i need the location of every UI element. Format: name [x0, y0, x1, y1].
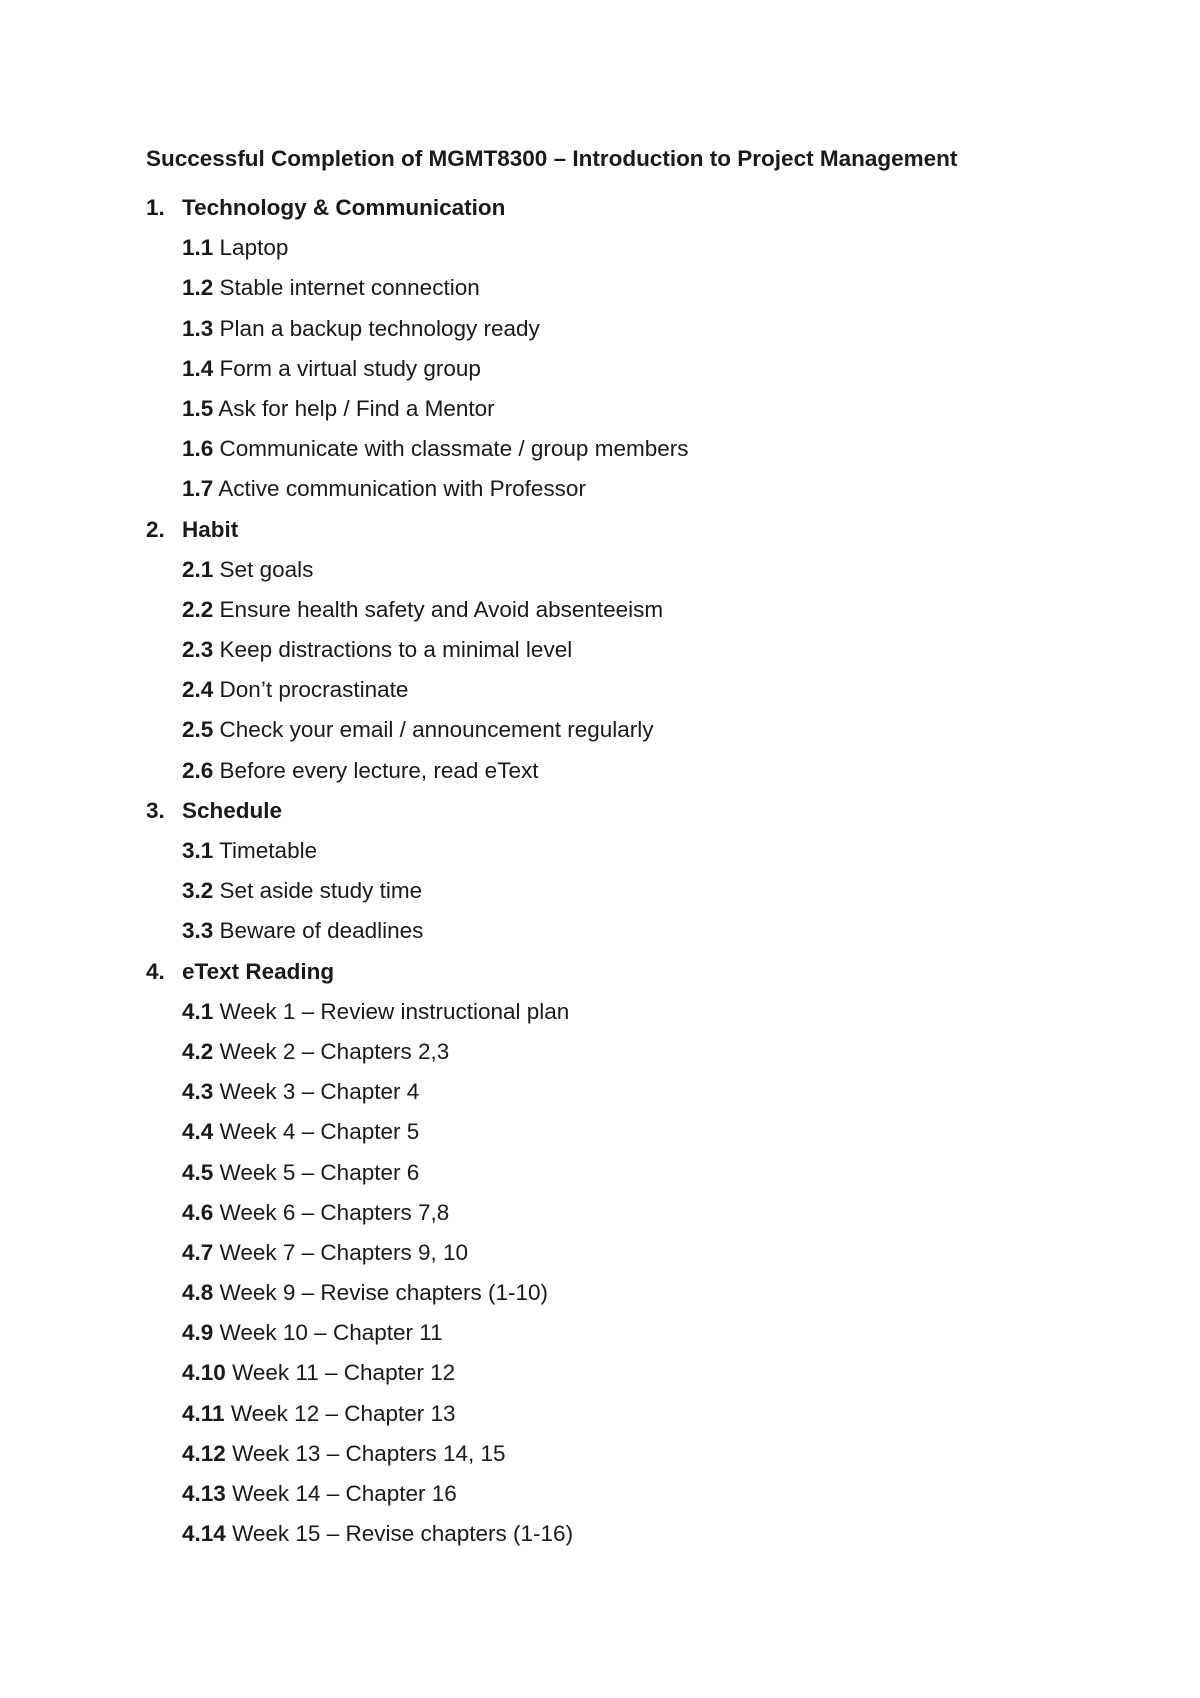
item-number: 2.1 [182, 556, 214, 582]
section-number: 2. [146, 516, 165, 542]
list-item [146, 751, 688, 791]
item-text: Week 15 – Revise chapters (1-16) [232, 1521, 574, 1547]
outline-section [146, 952, 688, 1555]
item-text: Timetable [219, 838, 318, 863]
item-number: 4.12 [182, 1440, 226, 1466]
outline-section [146, 791, 688, 952]
section-heading [146, 791, 688, 831]
item-number: 2.5 [182, 717, 214, 743]
section-number: 4. [146, 958, 165, 984]
item-text: Set aside study time [219, 878, 423, 904]
section-items [146, 831, 688, 952]
item-number: 4.1 [182, 998, 214, 1024]
list-item [146, 469, 688, 509]
item-number: 4.2 [182, 1038, 214, 1064]
item-text: Week 3 – Chapter 4 [219, 1079, 420, 1105]
item-text: Week 4 – Chapter 5 [219, 1119, 420, 1145]
item-text: Week 6 – Chapters 7,8 [219, 1199, 450, 1225]
list-item [146, 1153, 688, 1193]
list-item [146, 992, 688, 1032]
outline-section [146, 188, 688, 510]
section-heading-text: eText Reading [182, 958, 335, 984]
section-number: 3. [146, 797, 165, 823]
item-text: Set goals [219, 556, 314, 582]
item-number: 4.5 [182, 1159, 214, 1185]
list-item [146, 1233, 688, 1273]
list-item [146, 1032, 688, 1072]
list-item [146, 670, 688, 710]
item-number: 1.1 [182, 235, 214, 261]
item-text: Week 10 – Chapter 11 [219, 1320, 443, 1346]
item-text: Beware of deadlines [219, 918, 424, 944]
item-text: Laptop [219, 235, 289, 261]
item-number: 4.13 [182, 1481, 226, 1506]
list-item [146, 630, 688, 670]
item-text: Check your email / announcement regularly [219, 717, 654, 743]
item-number: 4.8 [182, 1280, 214, 1306]
item-number: 1.3 [182, 315, 214, 341]
item-number: 1.2 [182, 275, 214, 301]
section-heading-text: Schedule [182, 797, 283, 823]
item-number: 4.14 [182, 1521, 226, 1547]
item-text: Week 1 – Review instructional plan [219, 998, 570, 1024]
list-item [146, 1193, 688, 1233]
section-items [146, 228, 688, 509]
section-heading [146, 952, 688, 992]
item-text: Ensure health safety and Avoid absenteeism [219, 596, 664, 622]
item-text: Week 7 – Chapters 9, 10 [219, 1239, 469, 1265]
list-item [146, 831, 688, 871]
item-number: 1.5 [182, 395, 214, 421]
item-text: Stable internet connection [219, 275, 480, 301]
list-item [146, 1072, 688, 1112]
outline-section [146, 510, 688, 791]
item-number: 2.4 [182, 677, 214, 703]
item-number: 2.2 [182, 596, 214, 622]
item-text: Active communication with Professor [218, 476, 586, 502]
list-item [146, 389, 688, 429]
item-text: Week 12 – Chapter 13 [230, 1400, 456, 1426]
item-number: 1.4 [182, 355, 214, 381]
list-item [146, 911, 688, 951]
list-item [146, 268, 688, 308]
item-text: Don’t procrastinate [219, 677, 409, 703]
item-number: 3.2 [182, 878, 214, 904]
item-number: 2.3 [182, 637, 214, 663]
item-text: Week 14 – Chapter 16 [232, 1481, 457, 1506]
item-number: 1.7 [182, 476, 214, 502]
list-item [146, 590, 688, 630]
item-text: Communicate with classmate / group members [219, 436, 689, 462]
list-item [146, 1514, 688, 1554]
list-item [146, 228, 688, 268]
section-items [146, 550, 688, 791]
item-number: 4.4 [182, 1119, 214, 1145]
item-number: 1.6 [182, 436, 214, 462]
item-text: Before every lecture, read eText [219, 757, 539, 783]
item-number: 4.3 [182, 1079, 214, 1105]
section-heading [146, 510, 688, 550]
item-text: Week 11 – Chapter 12 [232, 1360, 456, 1386]
item-text: Plan a backup technology ready [219, 315, 540, 341]
list-item [146, 1112, 688, 1152]
list-item [146, 550, 688, 590]
list-item [146, 1434, 688, 1474]
item-number: 3.1 [182, 838, 214, 863]
list-item [146, 1313, 688, 1353]
section-items [146, 992, 688, 1555]
item-number: 3.3 [182, 918, 214, 944]
list-item [146, 349, 688, 389]
outline-list [146, 188, 688, 1554]
list-item [146, 1273, 688, 1313]
section-heading-text: Habit [182, 516, 239, 542]
item-number: 2.6 [182, 757, 214, 783]
item-number: 4.7 [182, 1239, 214, 1265]
item-number: 4.11 [182, 1400, 225, 1426]
section-heading [146, 188, 688, 228]
list-item [146, 1474, 688, 1514]
section-number: 1. [146, 195, 165, 220]
list-item [146, 1353, 688, 1393]
item-text: Ask for help / Find a Mentor [218, 395, 495, 421]
item-text: Week 2 – Chapters 2,3 [219, 1038, 450, 1064]
item-text: Week 13 – Chapters 14, 15 [232, 1440, 506, 1466]
item-text: Form a virtual study group [219, 355, 481, 381]
list-item [146, 309, 688, 349]
document-title: Successful Completion of MGMT8300 – Introduction to Project Management [146, 146, 958, 171]
item-text: Keep distractions to a minimal level [219, 637, 573, 663]
list-item [146, 429, 688, 469]
item-number: 4.9 [182, 1320, 214, 1346]
list-item [146, 871, 688, 911]
list-item [146, 1394, 688, 1434]
item-number: 4.10 [182, 1360, 226, 1386]
item-number: 4.6 [182, 1199, 214, 1225]
section-heading-text: Technology & Communication [182, 195, 506, 220]
item-text: Week 5 – Chapter 6 [219, 1159, 420, 1185]
list-item [146, 710, 688, 750]
item-text: Week 9 – Revise chapters (1-10) [219, 1280, 549, 1306]
